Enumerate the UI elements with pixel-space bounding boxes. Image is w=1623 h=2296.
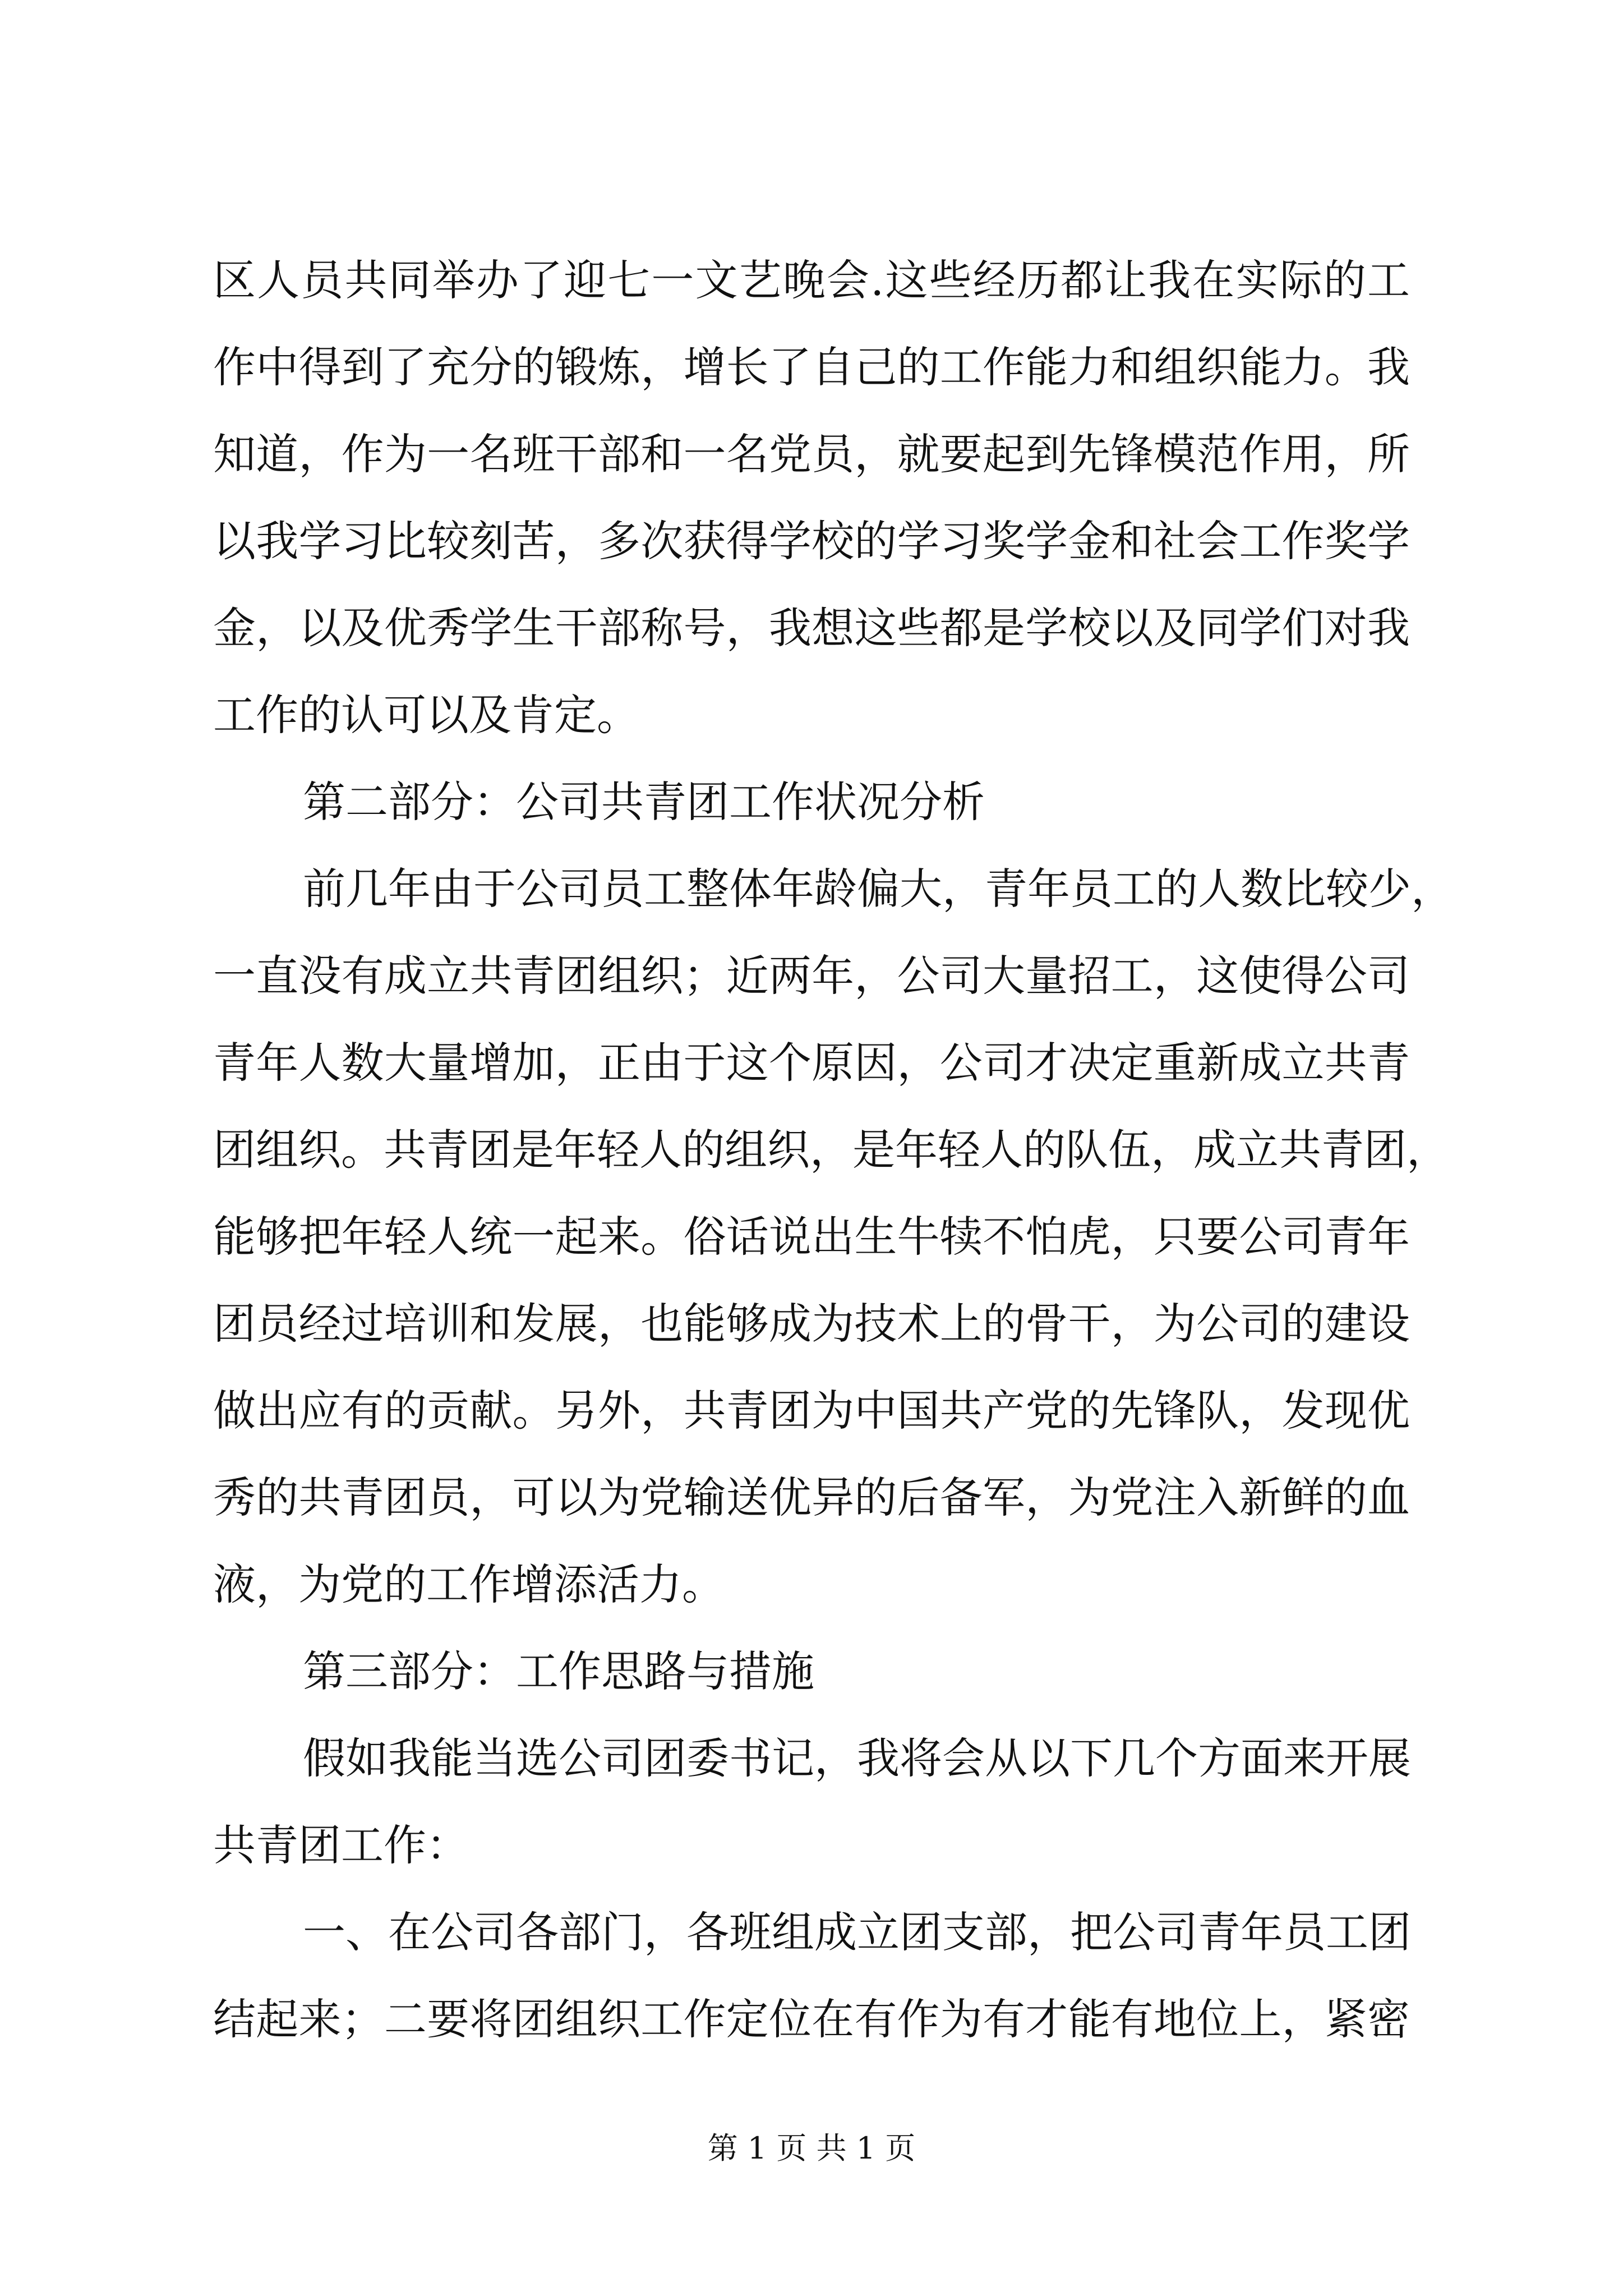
section-heading-2: 第二部分：公司共青团工作状况分析 (303, 777, 985, 827)
text-line-10: 青年人数大量增加，正由于这个原因，公司才决定重新成立共青 (213, 1038, 1410, 1088)
text-line-12: 能够把年轻人统一起来。俗话说出生牛犊不怕虎，只要公司青年 (213, 1212, 1410, 1262)
text-line-8: 前几年由于公司员工整体年龄偏大，青年员工的人数比较少， (303, 864, 1454, 914)
text-line-21: 结起来；二要将团组织工作定位在有作为有才能有地位上，紧密 (213, 1994, 1410, 2044)
text-line-4: 以我学习比较刻苦，多次获得学校的学习奖学金和社会工作奖学 (213, 516, 1410, 566)
text-line-5: 金，以及优秀学生干部称号，我想这些都是学校以及同学们对我 (213, 603, 1410, 653)
text-line-1: 区人员共同举办了迎七一文艺晚会.这些经历都让我在实际的工 (213, 255, 1412, 305)
page-footer: 第 1 页 共 1 页 (707, 2131, 916, 2166)
text-line-16: 液，为党的工作增添活力。 (213, 1559, 725, 1609)
text-line-9: 一直没有成立共青团组织；近两年，公司大量招工，这使得公司 (213, 951, 1410, 1001)
text-line-6: 工作的认可以及肯定。 (213, 690, 639, 740)
text-line-18: 假如我能当选公司团委书记，我将会从以下几个方面来开展 (303, 1733, 1411, 1783)
text-line-19: 共青团工作： (213, 1820, 469, 1870)
text-line-11: 团组织。共青团是年轻人的组织，是年轻人的队伍，成立共青团， (213, 1125, 1449, 1175)
text-line-13: 团员经过培训和发展，也能够成为技术上的骨干，为公司的建设 (213, 1299, 1410, 1349)
text-line-14: 做出应有的贡献。另外，共青团为中国共产党的先锋队，发现优 (213, 1386, 1410, 1435)
text-line-20: 一、在公司各部门，各班组成立团支部，把公司青年员工团 (303, 1907, 1411, 1957)
text-line-2: 作中得到了充分的锻炼，增长了自己的工作能力和组织能力。我 (213, 342, 1410, 392)
section-heading-3: 第三部分：工作思路与措施 (303, 1646, 814, 1696)
text-line-3: 知道，作为一名班干部和一名党员，就要起到先锋模范作用，所 (213, 429, 1410, 479)
text-line-15: 秀的共青团员，可以为党输送优异的后备军，为党注入新鲜的血 (213, 1473, 1410, 1522)
